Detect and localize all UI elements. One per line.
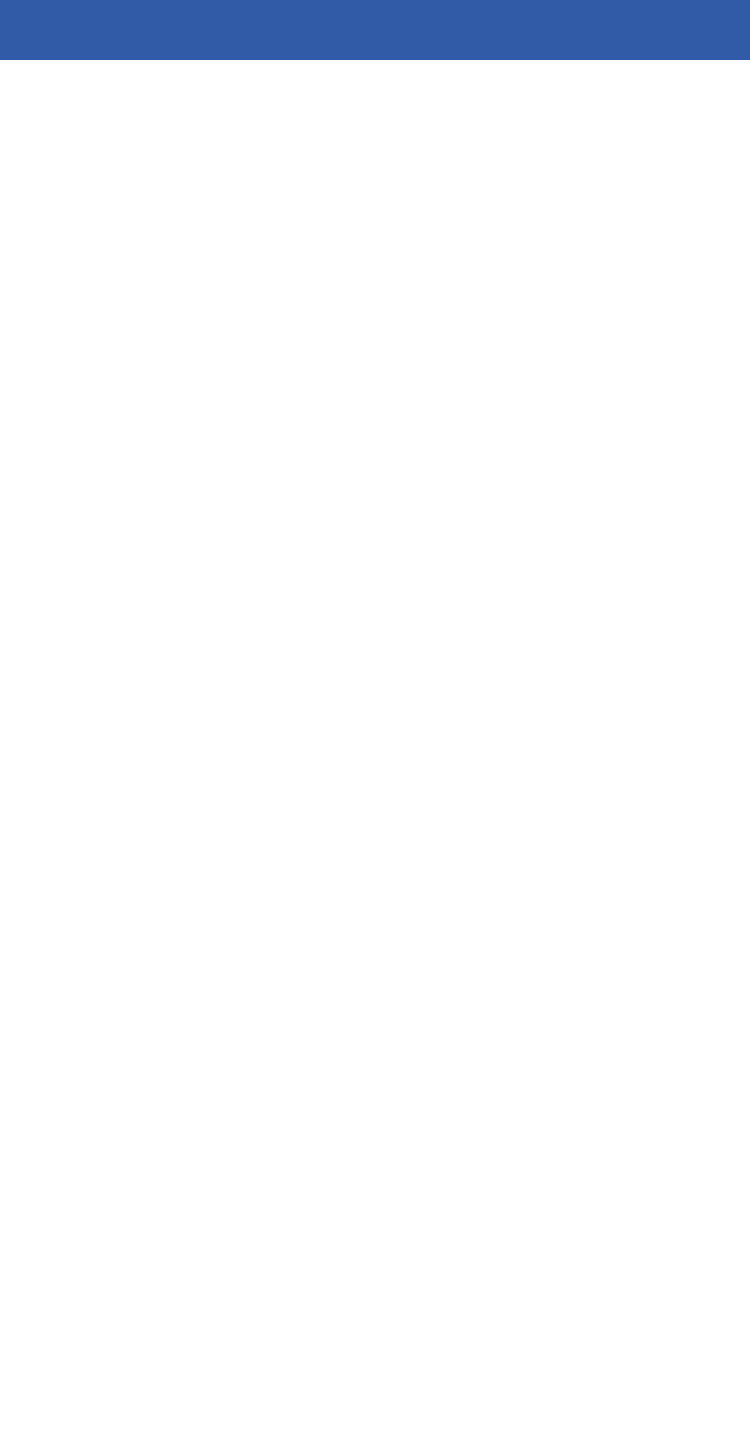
header-series-label: [0, 0, 198, 60]
table-header: [0, 0, 750, 60]
header-formula-label: [198, 0, 750, 60]
